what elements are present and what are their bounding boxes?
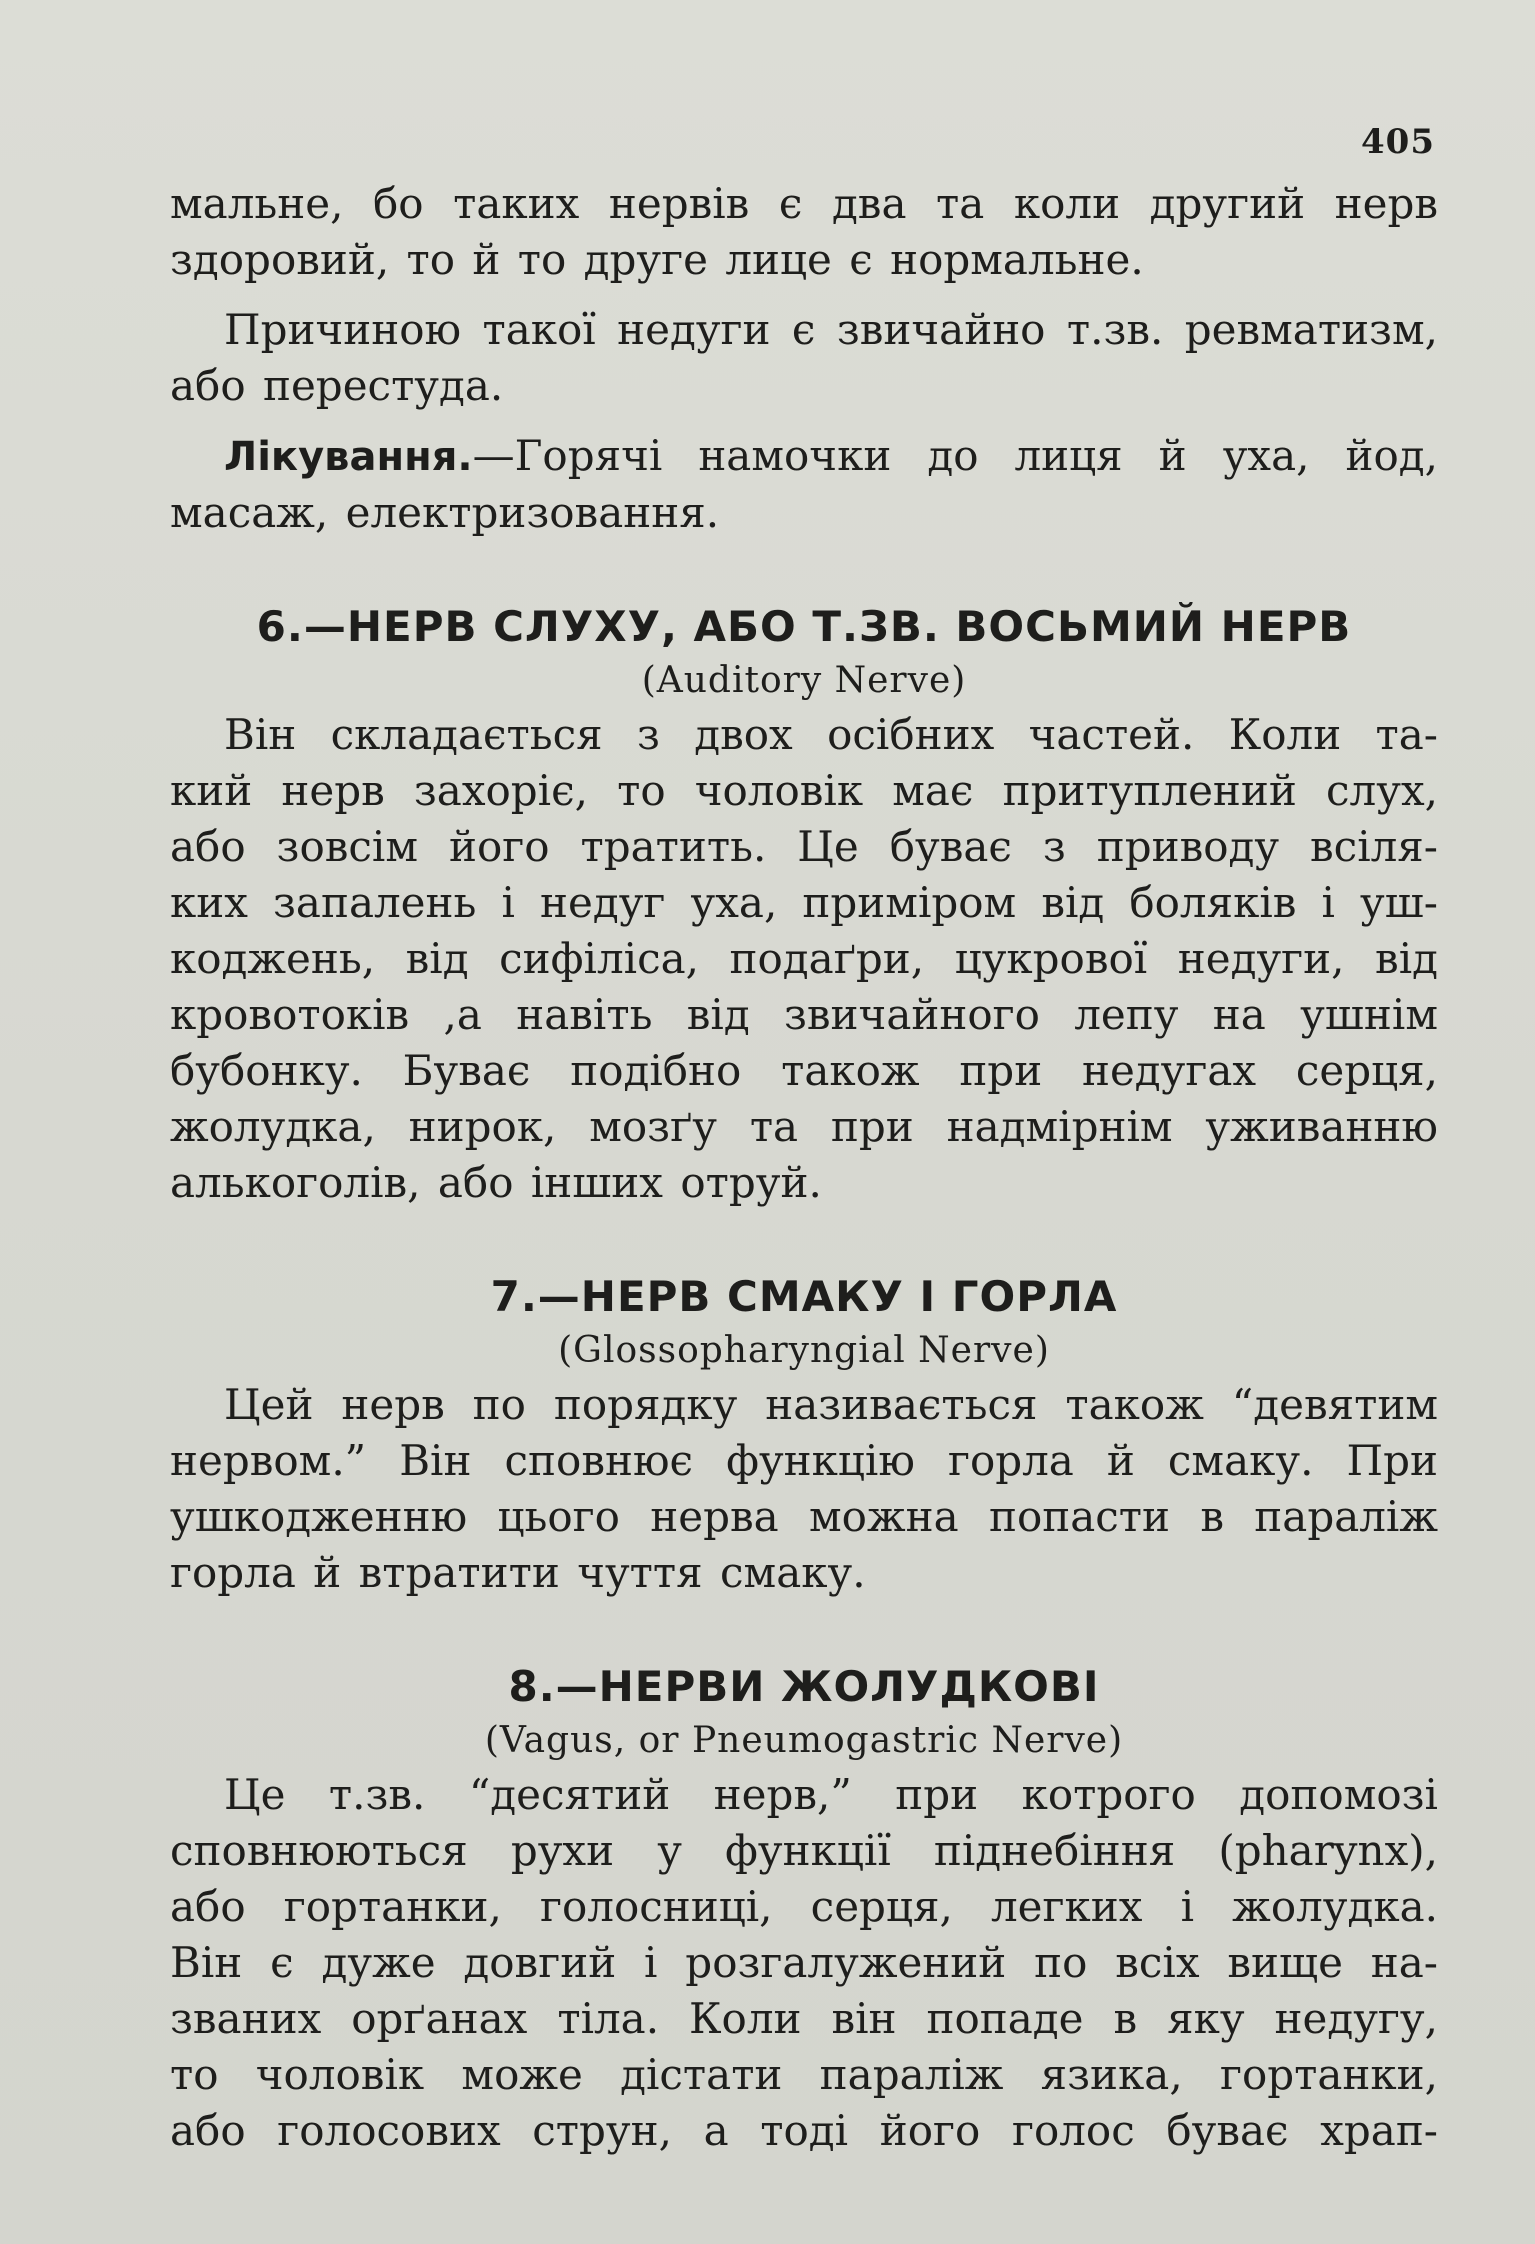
- page-body: [170, 176, 1438, 2159]
- text-line: ких запалень і недуг уха, приміром від боляків і уш-: [170, 878, 1438, 927]
- text-line: Причиною такої недуги є звичайно т.зв. ревматизм,: [224, 305, 1438, 354]
- text-line: то чоловік може дістати параліж язика, гортанки,: [170, 2050, 1438, 2099]
- treatment-lead: Лікування.: [224, 434, 473, 480]
- text-line: Він є дуже довгий і розгалужений по всіх вище на-: [170, 1938, 1438, 1987]
- section-7-subheading: (Glossopharyngial Nerve): [558, 1330, 1050, 1371]
- text-line: або перестуда.: [170, 361, 504, 410]
- text-line: Цей нерв по порядку називається також “девятим: [224, 1380, 1438, 1429]
- page-number: 405: [1361, 122, 1435, 162]
- text-line: кровотоків ,а навіть від звичайного лепу на ушнім: [170, 990, 1438, 1039]
- section-7-heading: 7.—НЕРВ СМАКУ І ГОРЛА: [490, 1272, 1118, 1321]
- text-line: сповнюються рухи у функції піднебіння (pharynx),: [170, 1826, 1438, 1875]
- text-line: масаж, електризовання.: [170, 488, 720, 537]
- text-line: Він складається з двох осібних частей. Коли та-: [224, 710, 1438, 759]
- text-line: коджень, від сифіліса, подаґри, цукрової недуги, від: [170, 934, 1438, 983]
- text-line: Це т.зв. “десятий нерв,” при котрого допомозі: [224, 1770, 1438, 1819]
- section-7-body: [170, 1377, 1438, 1601]
- text-line: здоровий, то й то друге лице є нормальне.: [170, 235, 1144, 284]
- section-8-heading: 8.—НЕРВИ ЖОЛУДКОВІ: [508, 1662, 1100, 1711]
- text-line: або зовсім його тратить. Це буває з приводу всіля-: [170, 822, 1438, 871]
- text-line: або гортанки, голосниці, серця, легких і жолудка.: [170, 1882, 1438, 1931]
- text-line: званих орґанах тіла. Коли він попаде в яку недугу,: [170, 1994, 1438, 2043]
- text-line: бубонку. Буває подібно також при недугах серця,: [170, 1046, 1438, 1095]
- text-line: ушкодженню цього нерва можна попасти в параліж: [170, 1492, 1438, 1541]
- text-line: алькоголів, або інших отруй.: [170, 1158, 822, 1207]
- text-line: жолудка, нирок, мозґу та при надмірнім уживанню: [170, 1102, 1438, 1151]
- treatment-paragraph: [170, 428, 1438, 485]
- text-line: або голосових струн, а тоді його голос буває храп-: [170, 2106, 1438, 2155]
- section-8-body: [170, 1767, 1438, 2159]
- text-line: мальне, бо таких нервів є два та коли другий нерв: [170, 179, 1438, 228]
- text-line: горла й втратити чуття смаку.: [170, 1548, 866, 1597]
- section-6-subheading: (Auditory Nerve): [641, 660, 967, 701]
- section-8-subheading: (Vagus, or Pneumogastric Nerve): [484, 1720, 1124, 1761]
- text-line: кий нерв захоріє, то чоловік має притуплений слух,: [170, 766, 1438, 815]
- text-line: нервом.” Він сповнює функцію горла й смаку. При: [170, 1436, 1438, 1485]
- section-6-heading: 6.—НЕРВ СЛУХУ, АБО Т.ЗВ. ВОСЬМИЙ НЕРВ: [256, 602, 1352, 651]
- text-span: —Горячі намочки до лиця й уха, йод,: [472, 431, 1438, 480]
- section-6-body: [170, 707, 1438, 1211]
